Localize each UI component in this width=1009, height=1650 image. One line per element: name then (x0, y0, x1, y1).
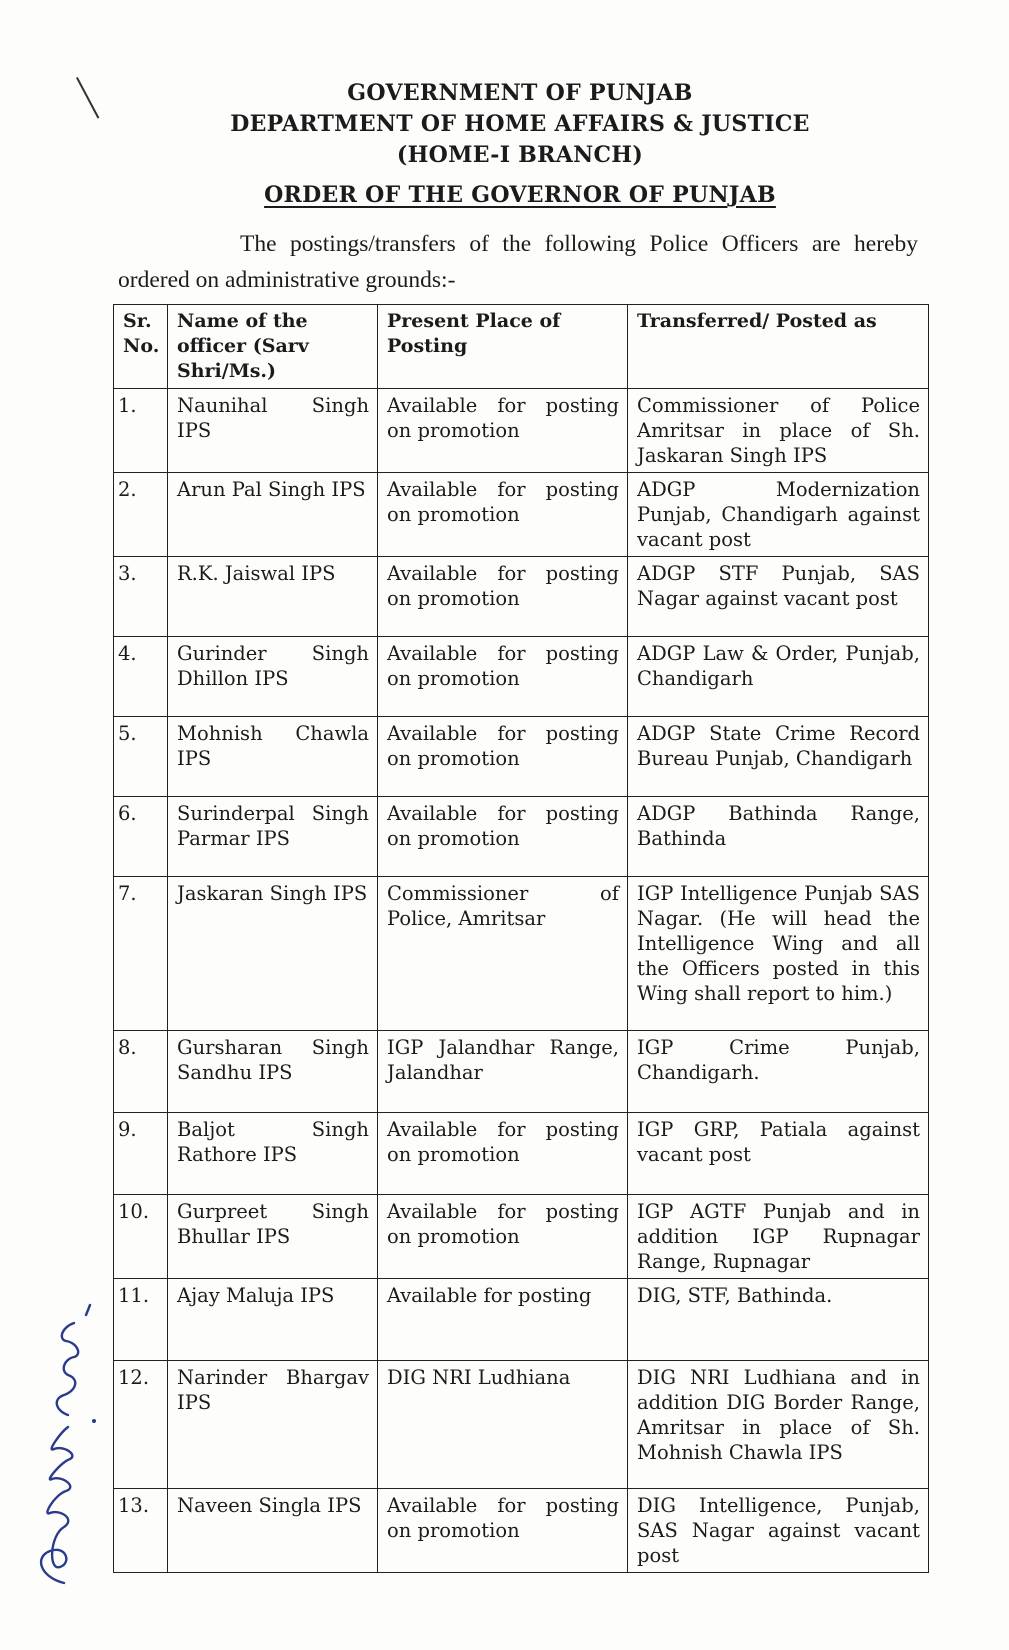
order-title: ORDER OF THE GOVERNOR OF PUNJAB (264, 182, 776, 208)
transferred-cell: ADGP STF Punjab, SAS Nagar against vacant post (628, 557, 929, 637)
header-present-posting: Present Place of Posting (378, 305, 628, 389)
officer-name-cell: Surinderpal Singh Parmar IPS (168, 797, 378, 877)
transferred-cell: DIG Intelligence, Punjab, SAS Nagar against vacant post (628, 1489, 929, 1573)
table-row (114, 1031, 929, 1113)
transferred-cell: DIG NRI Ludhiana and in addition DIG Border Range, Amritsar in place of Sh. Mohnish Chawla IPS (628, 1361, 929, 1489)
header-branch: (HOME-I BRANCH) (396, 142, 644, 168)
officer-name-cell: Gurpreet Singh Bhullar IPS (168, 1195, 378, 1279)
header-sr-no: Sr. No. (114, 305, 168, 389)
present-posting-cell: Available for posting on promotion (378, 473, 628, 557)
sr-no-cell: 13. (114, 1489, 168, 1573)
transferred-cell: Commissioner of Police Amritsar in place of Sh. Jaskaran Singh IPS (628, 389, 929, 473)
transferred-cell: IGP GRP, Patiala against vacant post (628, 1113, 929, 1195)
present-posting-cell: Available for posting on promotion (378, 389, 628, 473)
officer-name-cell: Baljot Singh Rathore IPS (168, 1113, 378, 1195)
present-posting-cell: Available for posting on promotion (378, 1195, 628, 1279)
officer-name-cell: Mohnish Chawla IPS (168, 717, 378, 797)
sr-no-cell: 6. (114, 797, 168, 877)
transferred-cell: IGP Intelligence Punjab SAS Nagar. (He will head the Intelligence Wing and all the Officers posted in this Wing shall report to him.) (628, 877, 929, 1031)
officer-name-cell: Arun Pal Singh IPS (168, 473, 378, 557)
table-row (114, 389, 929, 473)
officer-name-cell: Naveen Singla IPS (168, 1489, 378, 1573)
table-row (114, 717, 929, 797)
table-row (114, 637, 929, 717)
table-row (114, 1195, 929, 1279)
transferred-cell: ADGP Bathinda Range, Bathinda (628, 797, 929, 877)
sr-no-cell: 8. (114, 1031, 168, 1113)
transferred-cell: IGP Crime Punjab, Chandigarh. (628, 1031, 929, 1113)
officer-name-cell: Narinder Bhargav IPS (168, 1361, 378, 1489)
sr-no-cell: 1. (114, 389, 168, 473)
header-department: DEPARTMENT OF HOME AFFAIRS & JUSTICE (230, 111, 810, 137)
table-row (114, 557, 929, 637)
present-posting-cell: Available for posting on promotion (378, 717, 628, 797)
table-row (114, 797, 929, 877)
pen-tick-mark (76, 77, 99, 119)
sr-no-cell: 10. (114, 1195, 168, 1279)
document-header (160, 78, 880, 171)
table-header-row (114, 305, 929, 389)
officer-name-cell: R.K. Jaiswal IPS (168, 557, 378, 637)
sr-no-cell: 4. (114, 637, 168, 717)
table-row (114, 473, 929, 557)
present-posting-cell: Available for posting on promotion (378, 1489, 628, 1573)
officer-name-cell: Naunihal Singh IPS (168, 389, 378, 473)
header-transferred-posted: Transferred/ Posted as (628, 305, 929, 389)
sr-no-cell: 3. (114, 557, 168, 637)
header-officer-name: Name of the officer (Sarv Shri/Ms.) (168, 305, 378, 389)
officer-name-cell: Gursharan Singh Sandhu IPS (168, 1031, 378, 1113)
postings-table (113, 304, 929, 1573)
table-row (114, 1361, 929, 1489)
table-row (114, 1489, 929, 1573)
present-posting-cell: Available for posting on promotion (378, 557, 628, 637)
table-row (114, 1113, 929, 1195)
present-posting-cell: Available for posting (378, 1279, 628, 1361)
sr-no-cell: 12. (114, 1361, 168, 1489)
officer-name-cell: Jaskaran Singh IPS (168, 877, 378, 1031)
officer-name-cell: Gurinder Singh Dhillon IPS (168, 637, 378, 717)
transferred-cell: ADGP Law & Order, Punjab, Chandigarh (628, 637, 929, 717)
table-row (114, 1279, 929, 1361)
transferred-cell: ADGP Modernization Punjab, Chandigarh against vacant post (628, 473, 929, 557)
intro-paragraph: The postings/transfers of the following Police Officers are hereby ordered on administrative grounds:- (118, 231, 918, 293)
present-posting-cell: DIG NRI Ludhiana (378, 1361, 628, 1489)
header-government: GOVERNMENT OF PUNJAB (347, 80, 693, 106)
transferred-cell: IGP AGTF Punjab and in addition IGP Rupnagar Range, Rupnagar (628, 1195, 929, 1279)
transferred-cell: DIG, STF, Bathinda. (628, 1279, 929, 1361)
table-row (114, 877, 929, 1031)
sr-no-cell: 7. (114, 877, 168, 1031)
present-posting-cell: Available for posting on promotion (378, 797, 628, 877)
sr-no-cell: 9. (114, 1113, 168, 1195)
transferred-cell: ADGP State Crime Record Bureau Punjab, Chandigarh (628, 717, 929, 797)
officer-name-cell: Ajay Maluja IPS (168, 1279, 378, 1361)
sr-no-cell: 11. (114, 1279, 168, 1361)
present-posting-cell: IGP Jalandhar Range, Jalandhar (378, 1031, 628, 1113)
present-posting-cell: Available for posting on promotion (378, 1113, 628, 1195)
sr-no-cell: 5. (114, 717, 168, 797)
present-posting-cell: Available for posting on promotion (378, 637, 628, 717)
sr-no-cell: 2. (114, 473, 168, 557)
handwritten-signature (20, 1295, 100, 1595)
present-posting-cell: Commissioner of Police, Amritsar (378, 877, 628, 1031)
